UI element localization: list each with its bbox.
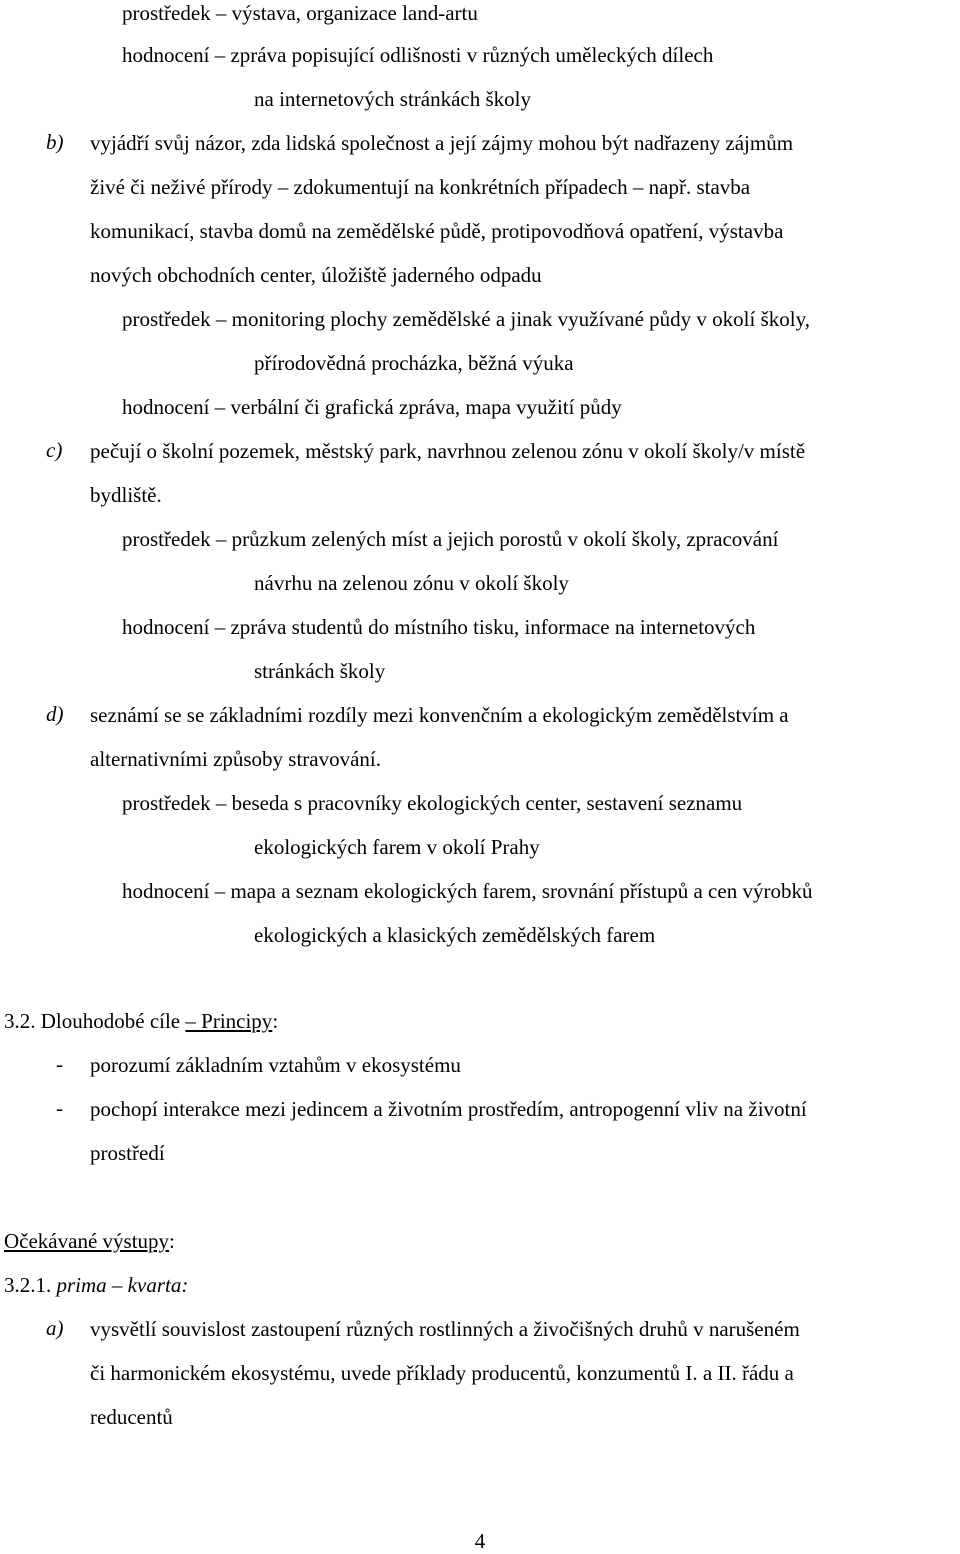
item-c-line-1: pečují o školní pozemek, městský park, navrhnou zelenou zónu v okolí školy/v místě xyxy=(90,439,806,463)
item-b-means-2: přírodovědná procházka, běžná výuka xyxy=(254,351,574,375)
item-b-line-4: nových obchodních center, úložiště jaderného odpadu xyxy=(90,263,542,287)
section-heading-principles: – Principy xyxy=(185,1009,273,1033)
item-c-marker: c) xyxy=(46,438,63,462)
outputs-subheading-grades: prima – kvarta: xyxy=(56,1273,189,1297)
bullet-1-text: porozumí základním vztahům v ekosystému xyxy=(90,1053,461,1077)
item-d-evaluation-2: ekologických a klasických zemědělských farem xyxy=(254,923,656,947)
bullet-1-dash: - xyxy=(56,1052,63,1076)
item-a-line-2: či harmonickém ekosystému, uvede příklady producentů, konzumentů I. a II. řádu a xyxy=(90,1361,794,1385)
item-d-line-1: seznámí se se základními rozdíly mezi konvenčním a ekologickým zemědělstvím a xyxy=(90,703,789,727)
outputs-heading-colon: : xyxy=(169,1229,175,1253)
top-line-2: hodnocení – zpráva popisující odlišnosti v různých uměleckých dílech xyxy=(122,43,714,67)
item-a-line-1: vysvětlí souvislost zastoupení různých rostlinných a živočišných druhů v narušeném xyxy=(90,1317,800,1341)
item-c-evaluation-1: hodnocení – zpráva studentů do místního tisku, informace na internetových xyxy=(122,615,756,639)
item-b-means-1: prostředek – monitoring plochy zemědělské a jinak využívané půdy v okolí školy, xyxy=(122,307,810,331)
item-c-evaluation-2: stránkách školy xyxy=(254,659,386,683)
item-b-line-2: živé či neživé přírody – zdokumentují na konkrétních případech – např. stavba xyxy=(90,175,751,199)
page-number: 4 xyxy=(474,1529,486,1553)
item-d-means-2: ekologických farem v okolí Prahy xyxy=(254,835,540,859)
item-d-marker: d) xyxy=(46,702,64,726)
item-d-means-1: prostředek – beseda s pracovníky ekologických center, sestavení seznamu xyxy=(122,791,743,815)
item-b-line-1: vyjádří svůj názor, zda lidská společnost a její zájmy mohou být nadřazeny zájmům xyxy=(90,131,794,155)
section-heading-prefix: 3.2. Dlouhodobé cíle xyxy=(4,1009,186,1033)
item-b-marker: b) xyxy=(46,130,64,154)
item-c-means-1: prostředek – průzkum zelených míst a jejich porostů v okolí školy, zpracování xyxy=(122,527,779,551)
item-c-means-2: návrhu na zelenou zónu v okolí školy xyxy=(254,571,569,595)
top-line-1: prostředek – výstava, organizace land-artu xyxy=(122,1,478,25)
bullet-2-text-2: prostředí xyxy=(90,1141,165,1165)
section-heading xyxy=(4,1008,278,1034)
outputs-subheading-number: 3.2.1. xyxy=(4,1273,57,1297)
section-heading-colon: : xyxy=(272,1009,279,1033)
item-d-line-2: alternativními způsoby stravování. xyxy=(90,747,382,771)
top-line-3: na internetových stránkách školy xyxy=(254,87,531,111)
bullet-2-dash: - xyxy=(56,1096,63,1120)
item-d-evaluation-1: hodnocení – mapa a seznam ekologických farem, srovnání přístupů a cen výrobků xyxy=(122,879,813,903)
item-a-marker: a) xyxy=(46,1316,64,1340)
item-c-line-2: bydliště. xyxy=(90,483,162,507)
item-b-evaluation-1: hodnocení – verbální či grafická zpráva, mapa využití půdy xyxy=(122,395,622,419)
outputs-heading-text: Očekávané výstupy xyxy=(4,1229,170,1253)
outputs-heading xyxy=(4,1228,175,1254)
outputs-subheading xyxy=(4,1272,188,1298)
bullet-2-text-1: pochopí interakce mezi jedincem a životním prostředím, antropogenní vliv na životní xyxy=(90,1097,807,1121)
item-b-line-3: komunikací, stavba domů na zemědělské půdě, protipovodňová opatření, výstavba xyxy=(90,219,784,243)
item-a-line-3: reducentů xyxy=(90,1405,173,1429)
